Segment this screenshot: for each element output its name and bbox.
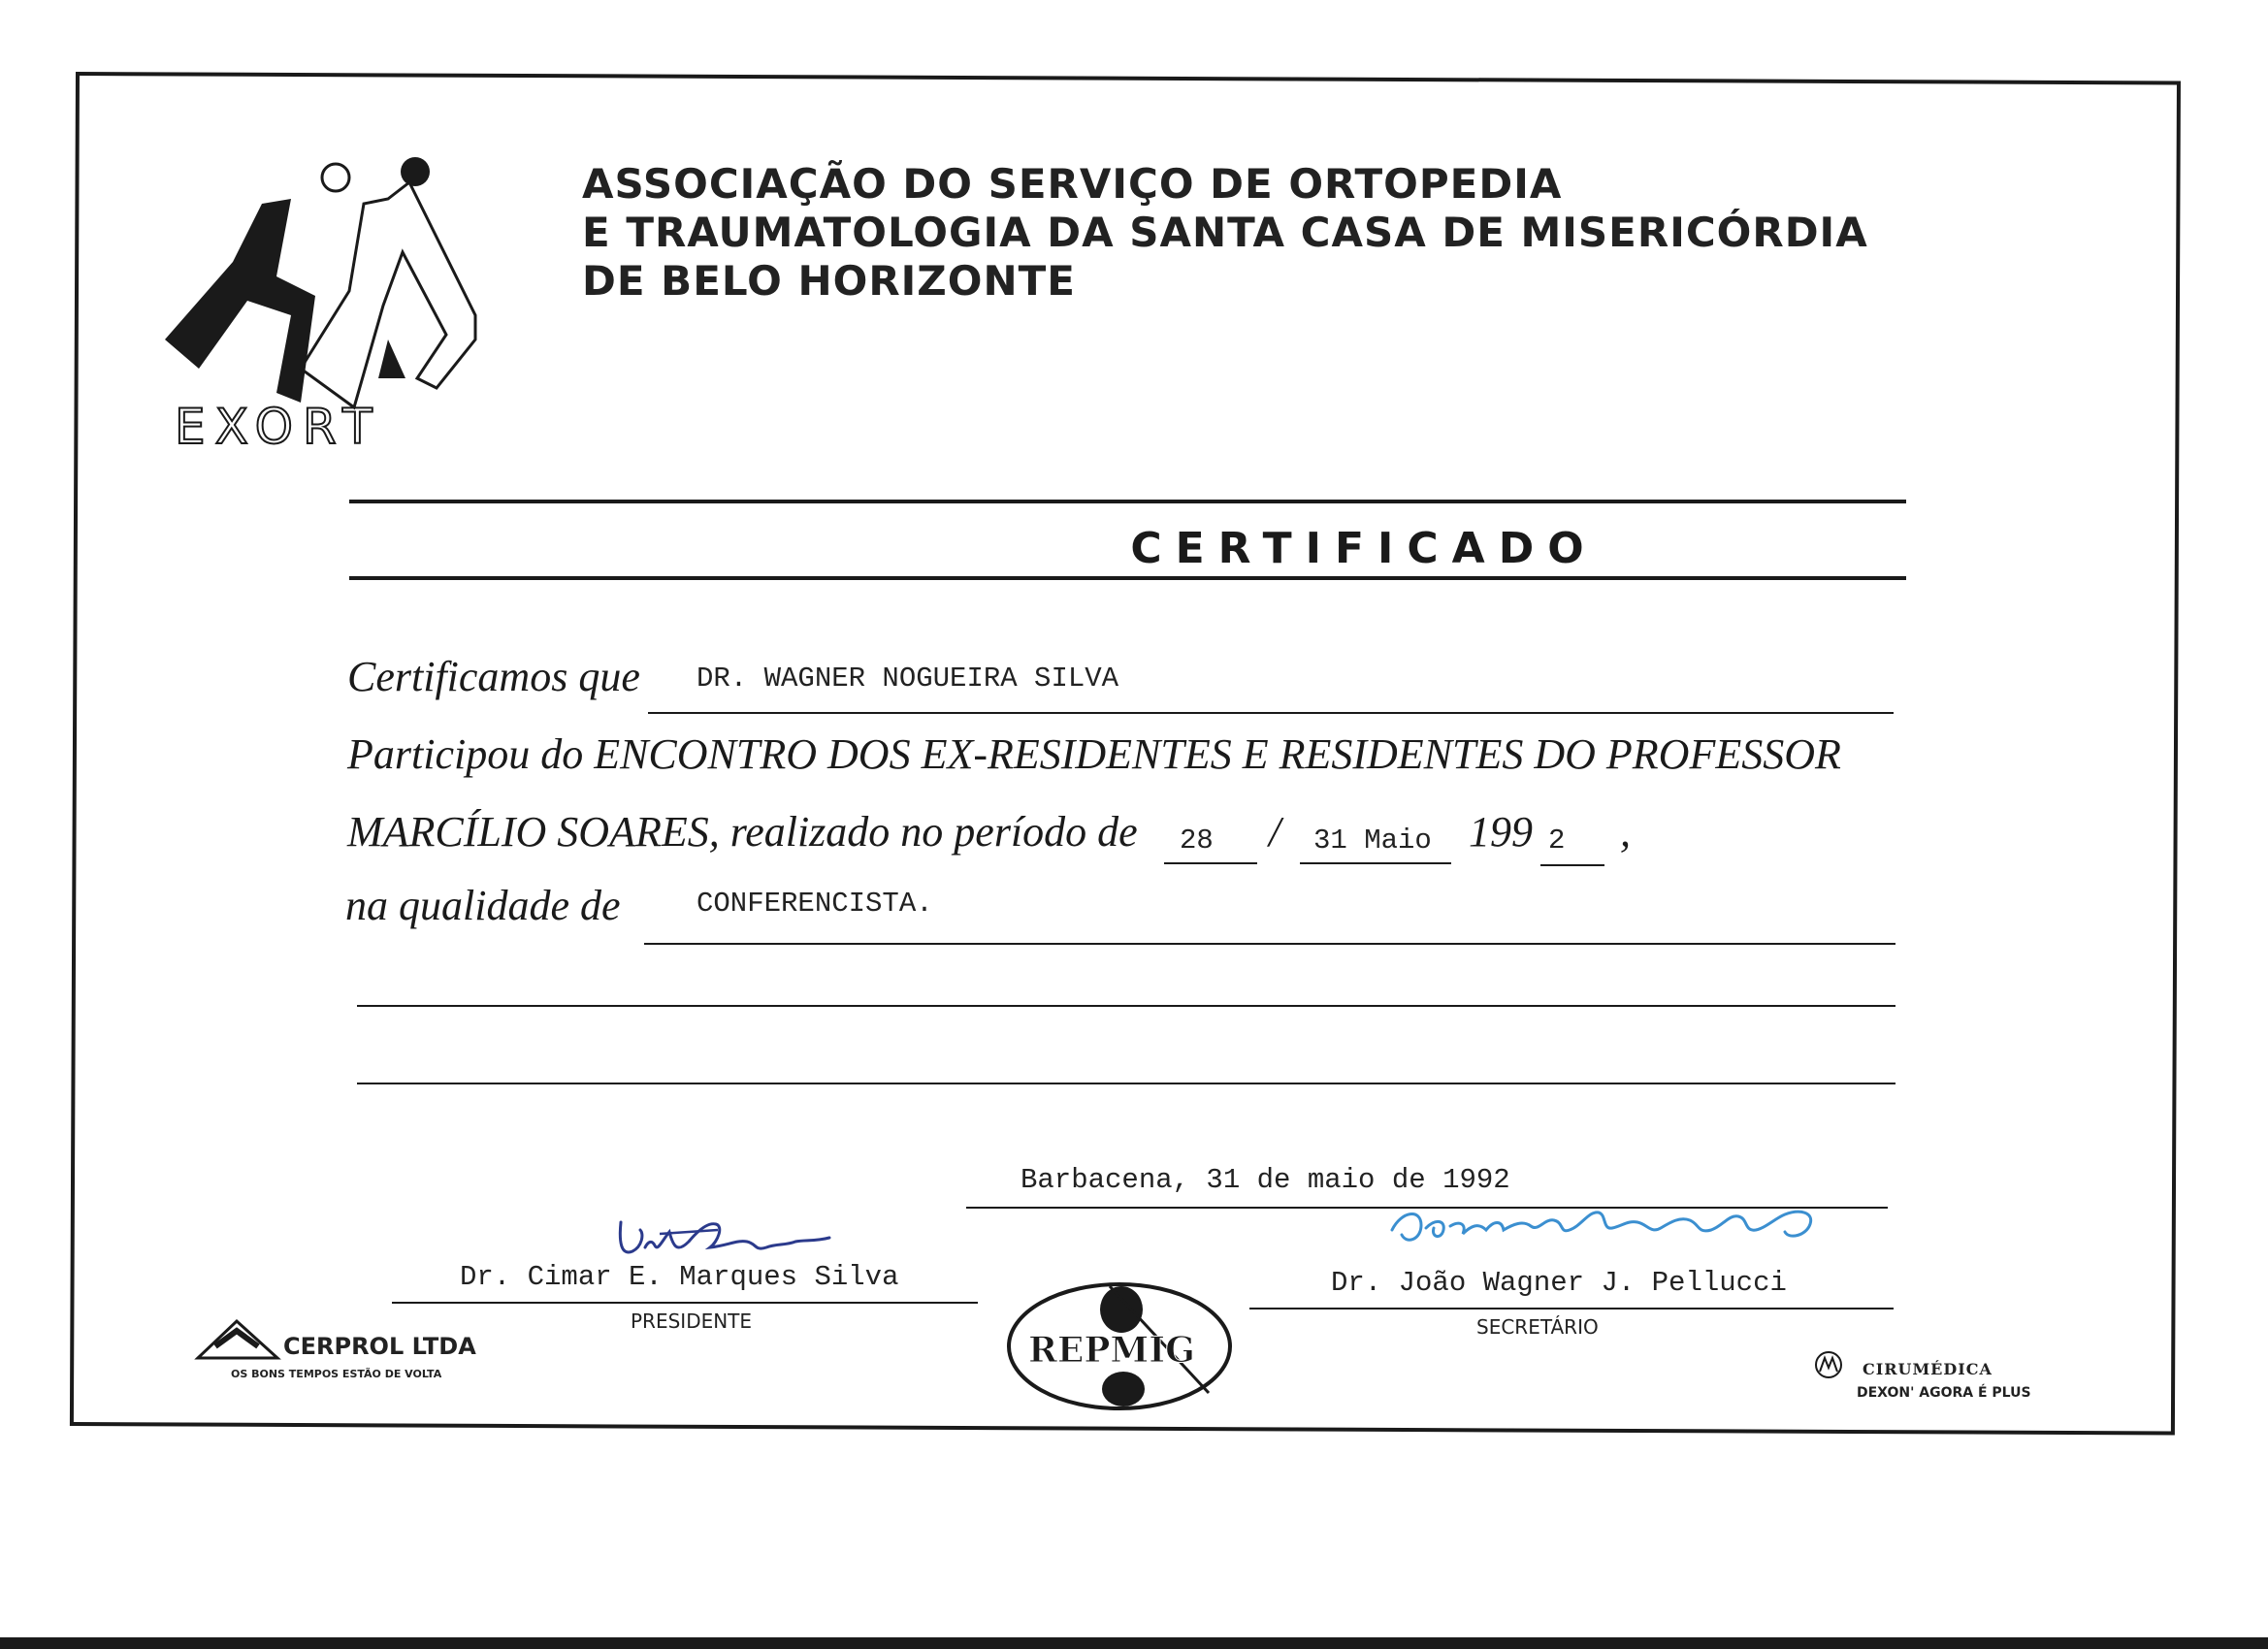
repmig-logo <box>1005 1280 1234 1412</box>
title-rule-bottom <box>349 576 1906 580</box>
blank-line-1 <box>357 1005 1895 1007</box>
secretary-signature <box>1377 1191 1853 1269</box>
year-digit: 2 <box>1548 824 1566 857</box>
day-start-line <box>1164 862 1257 864</box>
participant-role: CONFERENCISTA. <box>697 888 933 920</box>
event-line-2: MARCÍLIO SOARES, realizado no período de <box>347 808 1138 856</box>
cerprol-logo-icon <box>194 1317 281 1362</box>
event-line-1: Participou do ENCONTRO DOS EX-RESIDENTES E RESIDENTES DO PROFESSOR <box>347 730 1841 778</box>
recipient-line <box>648 712 1894 714</box>
logo-figure-left <box>165 199 315 403</box>
date-comma: , <box>1620 808 1631 856</box>
title-rule-top <box>349 500 1906 503</box>
cirumedica-logo-icon <box>1812 1350 1845 1379</box>
logo-head-right <box>401 157 430 186</box>
blank-line-2 <box>357 1083 1895 1084</box>
president-name: Dr. Cimar E. Marques Silva <box>460 1261 899 1293</box>
place-date: Barbacena, 31 de maio de 1992 <box>1021 1164 1510 1196</box>
day-end-line <box>1300 862 1451 864</box>
org-line-1: ASSOCIAÇÃO DO SERVIÇO DE ORTOPEDIA <box>582 160 1563 208</box>
day-end-month: 31 Maio <box>1313 824 1432 857</box>
role-prefix: na qualidade de <box>345 882 621 929</box>
role-line <box>644 943 1895 945</box>
recipient-name: DR. WAGNER NOGUEIRA SILVA <box>697 663 1119 695</box>
president-role: PRESIDENTE <box>631 1310 753 1333</box>
logo-figure-right-inner <box>378 340 405 378</box>
certificate-title: CERTIFICADO <box>1130 524 1598 573</box>
scan-edge <box>0 1637 2268 1649</box>
president-line <box>392 1302 978 1304</box>
secretary-role: SECRETÁRIO <box>1476 1315 1599 1339</box>
date-slash: / <box>1269 808 1281 856</box>
year-line <box>1540 864 1604 866</box>
logo-text: EXORT <box>175 399 382 455</box>
organization-name <box>582 160 1868 306</box>
secretary-line <box>1249 1308 1894 1310</box>
year-prefix: 199 <box>1469 808 1533 856</box>
secretary-name: Dr. João Wagner J. Pellucci <box>1331 1267 1787 1299</box>
org-line-2: E TRAUMATOLOGIA DA SANTA CASA DE MISERICÓRDIA <box>582 209 1868 256</box>
cirumedica-slogan: DEXON' AGORA É PLUS <box>1857 1385 2031 1401</box>
day-start: 28 <box>1180 824 1214 857</box>
cerprol-slogan: OS BONS TEMPOS ESTÃO DE VOLTA <box>231 1368 442 1380</box>
cerprol-name: CERPROL LTDA <box>283 1333 476 1360</box>
logo-head-left <box>322 164 349 191</box>
exort-logo <box>155 146 543 456</box>
org-line-3: DE BELO HORIZONTE <box>582 257 1076 305</box>
certify-prefix: Certificamos que <box>347 653 640 700</box>
cirumedica-name: CIRUMÉDICA <box>1863 1360 1993 1378</box>
repmig-text: REPMIG <box>1028 1330 1195 1371</box>
